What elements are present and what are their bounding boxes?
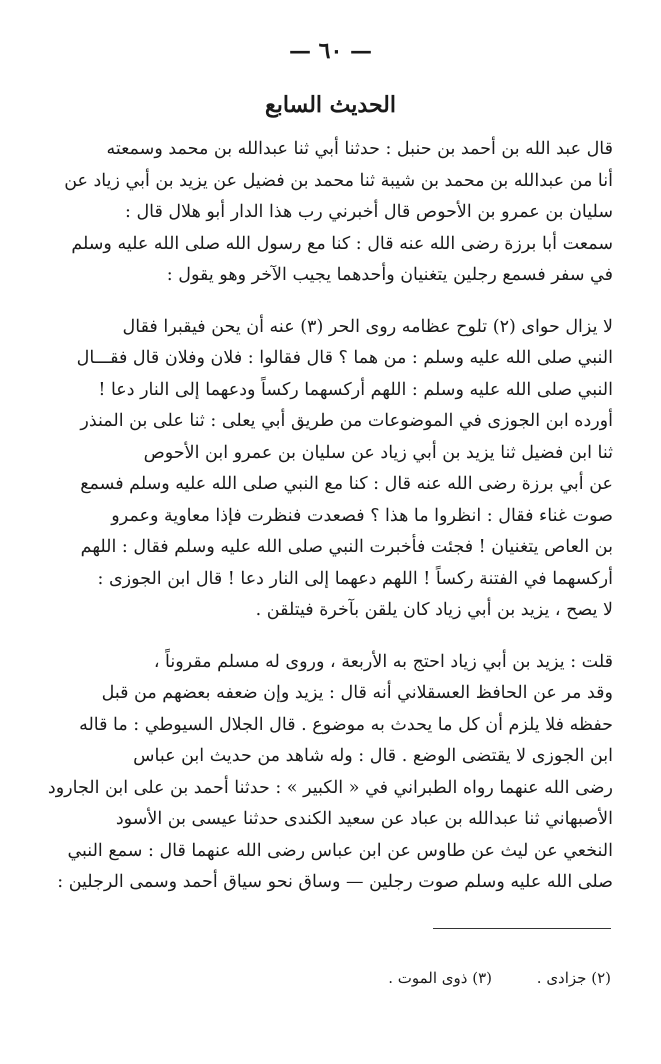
text-line: النبي صلى الله عليه وسلم : اللهم أركسهما ركساً ودعهما إلى النار دعا ! [98,379,613,400]
text-line: قلت : يزيد بن أبي زياد احتج به الأربعة ، وروى له مسلم مقروناً ، [153,651,613,672]
text-line: صوت غناء فقال : انظروا ما هذا ؟ فصعدت فنظرت فإذا معاوية وعمرو [111,505,613,526]
text-line: سمعت أبا برزة رضى الله عنه قال : كنا مع رسول الله صلى الله عليه وسلم [71,233,613,254]
text-line: رضى الله عنهما رواه الطبراني في « الكبير » : حدثنا أحمد بن على ابن الجارود [47,777,613,798]
text-line: في سفر فسمع رجلين يتغنيان وأحدهما يجيب الآخر وهو يقول : [166,265,613,285]
text-line: سليان بن عمرو بن الأحوص قال أخبرني رب هذا الدار أبو هلال قال : [125,202,613,222]
hadith-title: الحديث السابع [265,92,396,118]
paragraph-gap [42,292,613,312]
text-line: عن أبي برزة رضى الله عنه قال : كنا مع النبي صلى الله عليه وسلم فسمع [80,474,613,494]
text-line: أورده ابن الجوزى في الموضوعات من طريق أبي يعلى : ثنا على بن المنذر [80,411,613,431]
paragraph-commentary [42,647,613,899]
footnotes [42,966,611,990]
text-line: لا يصح ، يزيد بن أبي زياد كان يلقن بآخرة فيتلقن . [255,600,613,620]
text-line: النخعي عن ليث عن طاوس عن ابن عباس رضى الله عنهما قال : سمع النبي [67,840,613,861]
paragraph-isnad [42,134,613,292]
paragraph-gap [42,627,613,647]
text-line: النبي صلى الله عليه وسلم : من هما ؟ قال فقالوا : فلان وفلان قال فقـــال [76,348,613,368]
text-line: وقد مر عن الحافظ العسقلاني أنه قال : يزيد وإن ضعفه بعضهم من قبل [101,683,613,703]
text-line: صلى الله عليه وسلم صوت رجلين — وساق نحو سياق أحمد وسمى الرجلين : [57,872,613,892]
page-body [42,134,613,899]
text-line: ثنا ابن فضيل ثنا يزيد بن أبي زياد عن سليان بن عمرو ابن الأحوص [143,442,613,463]
text-line: قال عبد الله بن أحمد بن حنبل : حدثنا أبي ثنا عبدالله بن محمد وسمعته [106,139,613,159]
text-line: حفظه فلا يلزم أن كل ما يحدث به موضوع . قال الجلال السيوطي : ما قاله [79,714,613,735]
footnote: (٣) ذوى الموت . [388,969,492,987]
text-line: الأصبهاني ثنا عبدالله بن عباد عن سعيد الكندى حدثنا عيسى بن الأسود [115,809,613,829]
text-line: لا يزال حواى (٢) تلوح عظامه روى الحر (٣) عنه أن يحن فيقبرا فقال [122,316,613,337]
footnote: (٢) جزادى . [536,969,611,987]
footnote-divider [433,928,611,929]
text-line: ابن الجوزى لا يقتضى الوضع . قال : وله شاهد من حديث ابن عباس [133,746,613,766]
text-line: أركسهما في الفتنة ركساً ! اللهم دعهما إلى النار دعا ! قال ابن الجوزى : [97,568,613,589]
page-number: — ٦٠ — [289,38,372,64]
text-line: أنا من عبدالله بن محمد بن شيبة ثنا محمد بن فضيل عن يزيد بن أبي زياد عن [64,170,613,191]
paragraph-matn [42,312,613,627]
text-line: بن العاص يتغنيان ! فجئت فأخبرت النبي صلى الله عليه وسلم فقال : اللهم [80,537,613,557]
